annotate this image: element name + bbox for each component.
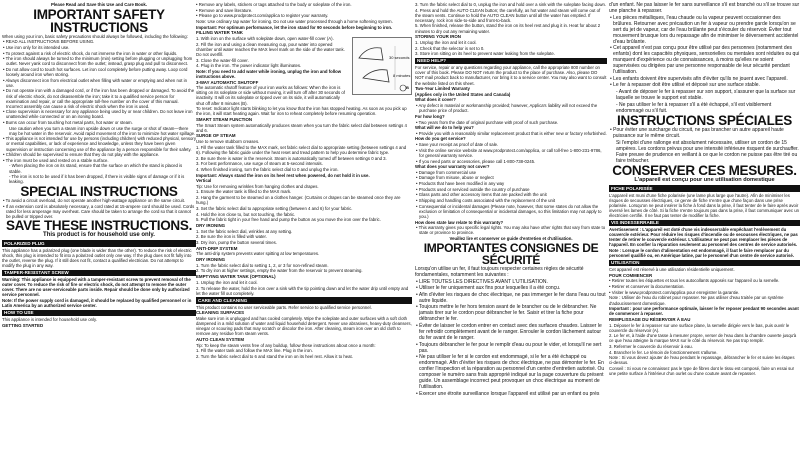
section-header: UTILISATION <box>609 260 800 266</box>
list-item: • Pour éviter une surcharge du circuit, ne pas brancher un autre appareil haute puissance sur le même circuit. <box>610 127 784 140</box>
list-item: • The iron should always be turned to the minimum (min) setting before plugging or unplugging from outlet. Never yank cord to disconnect from the outlet; instead, grasp plug and pull to disconnect. <box>3 56 193 67</box>
list-item: 1. Fill the water tank and follow the MAX line. Plug in the iron. <box>196 348 313 354</box>
list-item: 4. Press and hold the AUTO CLEAN button; the carefully, as hot water and steam will come out of the steam vents. Continue to hold the AUTO CLEAN button until all the water has emptied. If necessary, rock iron side-to-side and front-to-back. <box>415 7 601 23</box>
list-item: Si l'emploi d'une rallonge est absolument nécessaire, utiliser un cordon de 15 ampères. Les cordons prévus pour une intensité inférieure risquent de surchauffer. Faire preuve de prudence en veillant à ce que le cordon ne puisse pas être tiré ou faire trébucher. <box>616 139 799 164</box>
list-item: • Consequential or incidental damages (Please note, however, that some states do not allow the exclusion or limitation of consequential or incidental damages, so this limitation may not apply to you.) <box>416 203 602 219</box>
section-header: VIS INDESSERRABLE <box>609 220 800 226</box>
list-item: • Retirer et conserver la documentation. <box>609 284 685 290</box>
tamper-text: Warning: This appliance is equipped with a tamper-resistant screw to prevent removal of the outer cover. To reduce the risk of fire or electric shock, do not attempt to remove the outer cover. There are no user-serviceable parts inside. Repair should be done only by authorized service personnel. <box>2 277 191 298</box>
list-item: • Remove and save literature. <box>196 7 253 13</box>
list-item: 4. Brancher le fer. Le témoin de fonctionnement s'allume. <box>609 349 718 355</box>
list-item: • Save your receipt as proof of date of sale. <box>416 142 499 148</box>
french-intro: Lorsqu'on utilise un fer, il faut toujours respecter certaines règles de sécurité fondamentales, notamment les suivantes : <box>415 265 584 278</box>
safety-intro: When using your iron, basic safety precautions should always be followed, including the following: <box>2 33 188 39</box>
care-text: This product contains no user serviceable parts. Refer service to qualified service personnel. <box>196 304 372 310</box>
list-item: • Any defect in material or workmanship provided; however, Applica's liability will not exceed the purchase price of product. <box>416 103 598 114</box>
list-item: • Visiter le www.prodprotect.com/applica pour enregistrer la garantie. <box>609 289 740 295</box>
list-item: • This appliance is not intended for use by persons (including children) with reduced physical, sensory or mental capabilities, or lack of experience and knowledge, unless they have been given supervision or instruction concerning use of the appliance by a person responsible for their safety. <box>3 136 196 152</box>
french-polarized-text: L'appareil est muni d'une fiche polarisée (une lame plus large que l'autre). Afin de minimiser les risques de secousses électriques, ce genre de fiche n'entre que d'une façon dans une prise polarisée. Lorsqu'on ne peut insérer la fiche à fond dans la prise, il faut tenter de le faire après avoir inversé les lames de côté. Si la fiche n'entre toujours pas dans la prise, il faut communiquer avec un électricien certifié. Il ne faut pas tenter de modifier la fiche. <box>609 192 799 218</box>
list-item: 3. Set the fabric select dial to appropriate setting (between 4 and 6) for your fabric. <box>196 205 353 211</box>
warranty-question: For how long? <box>415 113 445 119</box>
list-item: - Avant de déposer le fer à repasser sur son support, s'assurer que la surface sur laquelle se trouve le support est stable. <box>616 88 796 101</box>
french-special-title: INSTRUCTIONS SPÉCIALES <box>617 113 792 129</box>
french-start-note: Note : Utiliser de l'eau du robinet pour repasser. Ne pas utiliser d'eau traitée par un système d'adoucissement domestique. <box>609 295 784 306</box>
section-header: FICHE POLARISÉE <box>609 185 800 191</box>
how-text: This appliance is intended for household use only. <box>2 316 97 322</box>
section-subheader: GETTING STARTED <box>2 322 44 328</box>
list-item: 2. Le fer et, à l'aide d'une tasse à mesurer propre, verser de l'eau dans la chambre ouverte jusqu'à ce que l'eau atteigne la marque MAX sur le côté du réservoir. Ne pas trop remplir. <box>609 333 797 344</box>
list-item: • Remove any labels, stickers or tags attached to the body or soleplate of the iron. <box>196 2 352 7</box>
list-item: • Afin d'éviter les risques de choc électrique, ne pas immerger le fer dans l'eau ou tout autre liquide. <box>416 291 606 304</box>
figure-label: 8 minutes <box>393 73 411 79</box>
list-item: 1. With iron on the surface with soleplate down, open water-fill cover (A). <box>196 36 334 42</box>
section-header: POLARIZED PLUG <box>2 240 196 246</box>
help-text: For service, repair or any questions regarding your appliance, call the appropriate 800 number on cover of this book. Please DO NOT return the product to the place of purchase. Also, please DO NOT mail product back to manufacturer, nor bring it to a service center. You may also want to consult the website listed on this sheet. <box>415 65 607 86</box>
list-item: • Close supervision is necessary for any appliance being used by or near children. Do not leave iron unattended while connected or on an ironing board. <box>3 109 193 120</box>
section-subheader: SURGE OF STEAM <box>196 133 236 139</box>
section-header: TAMPER-RESISTANT SCREW <box>2 270 196 276</box>
cleaning-text: Make sure iron is unplugged and has cooled completely. Wipe the soleplate and outer surfaces with a soft cloth dampened in a mild solution of water and liquid household detergent. Never use abrasives, heavy-duty cleansers, vinegar or scouring pads that may scratch or discolor the iron. After cleaning, steam iron over an old cloth to remove any residue from steam vents. <box>196 316 412 337</box>
french-tamper-note: Note : Lorsque le cordon d'alimentation est endommagé, il faut le faire remplacer par du personnel qualifié ou, en Amérique latine, par le personnel d'un centre de service autorisé. <box>609 247 794 258</box>
list-item: • If you need parts or accessories, please call 1-800-738-0245. <box>416 158 536 164</box>
list-item: • Please go to www.prodprotect.com/applica to register your warranty. <box>196 13 329 19</box>
french-fill-advice: Conseil : Si vous ne connaissez pas le type de fibres dont le tissu est composé, faire un essai sur une petite surface à l'intérieur d'un ourlet ou d'une couture avant de repasser. <box>609 366 795 377</box>
list-item: Use caution when you turn a steam iron upside down or use the surge or shot of steam—there may be hot water in the reservoir. Avoid rapid movement of the iron to minimize hot water spillage. <box>9 125 196 136</box>
list-item: • Use iron only for its intended use. <box>3 44 70 50</box>
list-item: • Le fer à repasser doit être utilisé et déposé sur une surface stable. <box>610 82 760 89</box>
section-header: NEED HELP? <box>415 58 607 64</box>
section-subheader: SMART STEAM FUNCTION <box>196 116 253 122</box>
list-item: • Damage from commercial use <box>416 169 477 175</box>
section-subheader: CLEANING SURFACES <box>196 310 245 316</box>
warranty-question: How do you get service? <box>415 136 466 142</box>
smart-text: The Smart Steam system automatically produces steam when you turn the fabric select dial between settings 4 and 6. <box>196 122 407 133</box>
start-note: Note: Use ordinary tap water for ironing. Do not use water processed through a home softening system. <box>196 18 393 24</box>
save-subtitle: This product is for household use only. <box>43 232 155 239</box>
column-french-instructions <box>609 2 800 470</box>
french-save-subtitle: L'appareil est conçu pour une utilisation domestique <box>634 177 775 184</box>
list-item: 4. Hold the iron close to, but not touching, the fabric. <box>196 211 296 217</box>
list-item: • To protect against a risk of electric shock, do not immerse the iron in water or other liquids. <box>3 50 178 56</box>
list-item: • Toujours débrancher le fer pour le remplir d'eau ou pour le vider, et lorsqu'il ne sert pas. <box>416 341 602 354</box>
list-item: • Les pièces métalliques, l'eau chaude ou la vapeur peuvent occasionner des brûlures. Retourner avec précaution un fer à vapeur ou prendre garde lorsqu'on se sert du jet de vapeur, car de l'eau brûlante peut s'écouler du réservoir. Éviter tout mouvement brusque lors du repassage afin de minimiser le déversement accidentel d'eau brûlante. <box>610 14 799 45</box>
list-item: • Shipping and handling costs associated with the replacement of the unit <box>416 198 556 204</box>
list-item: • Exercer une étroite surveillance lorsque l'appareil est utilisé par un enfant ou près <box>416 390 600 397</box>
list-item: d'un enfant. Ne pas laisser le fer sans surveillance s'il est branché ou s'il se trouve sur une planche à repasser. <box>609 2 800 14</box>
auto-reset: To reset: Indicator light starts blinking to let you know that the iron has stopped heating. As soon as you pick up the iron, it will start heating again. Wait for iron to reheat completely before resuming operation. <box>196 106 407 117</box>
column-english-warranty-french <box>415 2 607 470</box>
safety-title: IMPORTANT SAFETY INSTRUCTIONS <box>33 6 165 35</box>
list-item: • Two years from the date of original purchase with proof of such purchase. <box>416 119 559 125</box>
section-header: CARE AND CLEANING <box>196 297 412 303</box>
list-item: • Ne pas utiliser le fer si le cordon est endommagé, si le fer a été échappé ou endommagé. Afin d'éviter les risques de choc électrique, ne pas démonter le fer. En confier l'inspection et la réparation au personnel d'un centre d'entretien autorisé. Ou composer le numéro sans frais approprié indiqué sur la page couverture du présent guide. Un assemblage incorrect peut provoquer un choc électrique au moment de l'utilisation. <box>416 354 605 391</box>
antidrip-text: The anti-drip system prevents water spitting at low temperatures. <box>196 251 320 257</box>
french-start-important: Important : pour une performance optimale, laisser le fer reposer pendant 90 secondes avant de commencer à repasser. <box>609 306 799 317</box>
warranty-question: What does it cover? <box>415 97 456 103</box>
list-item: 3. Dry iron, pump the button several times. <box>196 239 277 245</box>
section-subheader: POUR COMMENCER <box>609 272 653 278</box>
section-subheader: DRY IRONING <box>196 222 226 228</box>
list-item: • To avoid a circuit overload, do not operate another high-wattage appliance on the same circuit. <box>3 197 186 203</box>
section-header: HOW TO USE <box>2 310 196 316</box>
list-item: • The iron must be used and rested on a stable surface. <box>3 157 109 163</box>
warranty-question: What will we do to help you? <box>415 125 474 131</box>
list-item: 3. Store iron sitting on its heel to prevent water leaking from the soleplate. <box>415 51 555 57</box>
tamper-note: Note: If the power supply cord is damaged, it should be replaced by qualified personnel or in Latin America by an authorized service center. <box>2 297 192 308</box>
list-item: 3. Turn the fabric select dial to 0, unplug the iron and hold over a sink with the soleplate facing down. <box>415 2 607 7</box>
list-item: 3. For best performance, use surge of steam at 5-second intervals. <box>196 161 323 167</box>
list-item: • Products that have been modified in any way <box>416 181 505 187</box>
safety-bullets <box>2 39 196 184</box>
list-item: 2. Fill the iron and using a clean measuring cup, pour water into opened chamber until water reaches the MAX level mark on the side of the water tank. Do not overfill. <box>196 41 345 57</box>
list-item: • Provide you with a reasonably similar replacement product that is either new or factory refurbished. <box>416 130 607 136</box>
warranty-title: Two-Year Limited Warranty <box>415 86 470 92</box>
column-english-use <box>196 2 412 470</box>
list-item: • Cet appareil n'est pas conçu pour être utilisé par des personnes (notamment des enfants) dont les capacités physiques, sensorielles ou mentales sont réduites ou qui manquent d'expérience ou de connaissances, à moins qu'elles ne soient supervisées ou dirigées par une personne responsable de leur sécurité pendant l'utilisation. <box>610 45 800 76</box>
top-notice: Please Read and Save this Use and Care Book. <box>50 2 147 7</box>
section-subheader: STORING YOUR IRON <box>415 34 461 40</box>
shutoff-illustration <box>352 37 412 95</box>
french-fill-note: Note : Si vous devez ajouter de l'eau pendant le repassage, débrancher le fer et suivre les étapes ci-dessus. <box>609 355 795 366</box>
autoclean-text: Tip: To keep the steam vents free of any buildup, follow these instructions about once a month: <box>196 342 376 348</box>
french-use-text: Cet appareil est réservé à une utilisation résidentielle uniquement. <box>609 267 735 273</box>
list-item: 5. Pull the fabric tight in your free hand and pump the button as you move the iron over the fabric. <box>196 217 381 223</box>
polarized-text: This appliance has a polarized plug (one blade is wider than the other). To reduce the risk of electric shock, this plug is intended to fit into a polarized outlet only one way. If the plug does not fit fully into the outlet, reverse the plug. If it still does not fit, contact a qualified electrician. Do not attempt to modify the plug in any way. <box>2 247 192 268</box>
list-item: • Damage from misuse, abuse or neglect <box>416 175 494 181</box>
section-subheader: ANTI-DRIP SYSTEM <box>196 245 238 251</box>
special-title: SPECIAL INSTRUCTIONS <box>20 183 178 199</box>
list-item: 2. Check that the selector is set to 0. <box>415 45 485 51</box>
list-item: • This warranty gives you specific legal rights. You may also have other rights that vary from state to state or province to province. <box>416 225 606 236</box>
surge-important: Important: Always stand the iron on its heel rest when powered, do not hold it in use. <box>196 172 370 178</box>
list-item: • Do not allow cord to touch hot surfaces. Let iron cool completely before putting away. Loop cord loosely around iron when storing. <box>3 67 188 78</box>
list-item: • Always disconnect iron from electrical outlet when filling with water or emptying and when not in use. <box>3 77 187 88</box>
section-subheader: EMPTYING WATER TANK (OPTIONAL) <box>196 274 276 280</box>
french-tamper-text: Avertissement : L'appareil est doté d'une vis indesserrable empêchant l'enlèvement du couvercle extérieur. Pour réduire les risques d'incendie ou de secousses électriques, ne pas tenter de retirer le couvercle extérieur. L'utilisateur ne peut pas remplacer les pièces de l'appareil. En confier la réparation seulement au personnel des centres de service autorisés. <box>609 227 798 248</box>
list-item: • Utiliser le fer uniquement aux fins pour lesquelles il a été conçu. <box>416 285 561 292</box>
list-item: • Burns can occur from touching hot metal parts, hot water or steam. <box>3 120 133 125</box>
list-item: 2. Be sure the iron is filled with water. <box>196 234 267 240</box>
section-subheader: AUTO CLEAN SYSTEM <box>196 336 244 342</box>
list-item: Tip: Use for removing wrinkles from hanging clothes and drapes. <box>196 183 319 189</box>
auto-text: The automatic shutoff feature of your iron works as follows: When the iron is sitting on its soleplate or side without moving, it will turn off after 30 seconds of inactivity. It will on its soleplate or tipped over on its side, it will automatically shut off after 8 minutes (B). <box>196 85 345 106</box>
warranty-question: What does your warranty not cover? <box>415 164 490 170</box>
list-item: 4. Plug in the iron. The power indicator light illuminates. <box>196 63 302 69</box>
list-item: • Toujours mettre le fer hors tension avant de le brancher ou de le débrancher. Ne jamais tirer sur le cordon pour débrancher le fer. Saisir et tirer la fiche pour débrancher le fer. <box>416 304 597 323</box>
list-item: 2. To dry iron at higher settings, empty the water from the reservoir to prevent steaming. <box>196 268 363 274</box>
list-item: 2. Be sure there is water in the reservoir. Steam is automatically turned off between settings 0 and 3. <box>196 155 387 161</box>
list-item: - The iron is not to be used if it has been dropped, if there is visible signs of damage or if it is leaking. <box>9 174 185 185</box>
list-item: 5. When finished, release the button, stand the iron on its heel rest and plug it in. Heat for about 2 minutes to dry out any remaining water. <box>415 23 601 34</box>
list-item: 1. Fill the water tank filled to the MAX mark, set fabric select dial to appropriate setting (between settings 4 and 6). Following the fabric guide under the heat reset and tread pattern to help you determine fabric type. <box>196 144 407 155</box>
list-item: 1. Déposer le fer à repasser sur une surface plane, la semelle dirigée vers le bas, puis ouvrir le couvercle du réservoir (A). <box>609 322 790 333</box>
french-safety-title: IMPORTANTES CONSIGNES DE SÉCURITÉ <box>423 240 599 267</box>
figure-label: B <box>406 85 409 91</box>
list-item: Use to remove stubborn creases. <box>196 139 260 145</box>
list-item: • Do not operate iron with a damaged cord, or if the iron has been dropped or damaged. To avoid the risk of electric shock, do not disassemble the iron; take it to a qualified service person for examination and repair, or call the appropriate toll-free number on the cover of this manual. Incorrect assembly can cause a risk of electric shock when the iron is used. <box>3 88 195 109</box>
list-item: 1. Turn the fabric select dial to setting 1, 2, or 3 for non-refined steam. <box>196 262 329 268</box>
list-item: • Children should be supervised to ensure that they do not play with the appliance. <box>3 152 160 158</box>
column-english-safety <box>2 2 196 470</box>
list-item: - When placing the iron on its stand, ensure that the surface on which the stand is placed is stable. <box>9 163 183 174</box>
list-item: 3. Refermer le couvercle du réservoir à eau. <box>609 344 693 350</box>
list-item: • Visit the online service website at www.prodprotect.com/applica, or call toll-free 1-800-231-9786, for general warranty service. <box>416 147 602 158</box>
french-lead: Veuillez lire et conserver ce guide d'entretien et d'utilisation. <box>449 236 573 242</box>
list-item: • Retirer toutes les étiquettes et tous les autocollants apposés sur l'appareil ou la semelle. <box>609 278 780 284</box>
list-item: 4. When finished ironing, turn the fabric select dial to 0 and unplug the iron. <box>196 166 339 172</box>
save-title: SAVE THESE INSTRUCTIONS. <box>5 218 193 234</box>
list-item: 1. Unplug the iron and let it cool. <box>415 39 477 45</box>
figure-label: 30 seconds <box>389 55 410 61</box>
list-item: 2. To release the water, hold the iron over a sink with the tip pointing down and let the water drip until empty and let the water fill out completely. <box>196 285 409 296</box>
list-item: • Products used or serviced outside the country of purchase <box>416 186 530 192</box>
list-item: • If an extension cord is absolutely necessary, a cord rated at 15-ampere cord should be used. Cords rated for less amperage may overheat. Care should be taken to arrange the cord so that it cannot be pulled or tripped over. <box>3 203 195 219</box>
list-item: - Ne pas utiliser le fer à repasser s'il a été échappé, s'il est visiblement endommagé ou s'il fuit. <box>616 101 772 114</box>
section-subheader: Vertical <box>196 178 212 184</box>
warranty-subtitle: (Applies only in the United States and Canada) <box>415 91 511 97</box>
list-item: 2. Hang the garment to be steamed on a clothes hanger. (Curtains or drapes can be steamed once they are hung.) <box>196 195 401 206</box>
list-item: • Glass parts and other accessory items that are packed with the unit <box>416 192 547 198</box>
list-item: 3. Close the water-fill cover. <box>196 57 249 63</box>
list-item: 1. Unplug the iron and let it cool. <box>196 279 258 285</box>
warranty-question: How does state law relate to this warranty? <box>415 219 504 225</box>
list-item: • Les enfants doivent être supervisés afin d'éviter qu'ils ne jouent avec l'appareil. <box>610 75 788 82</box>
list-item: 1. Ensure the water tank is filled to the MAX mark. <box>196 189 292 195</box>
list-item: • READ ALL INSTRUCTIONS BEFORE USING. <box>3 39 95 45</box>
list-item: 1. Set the fabric select dial, wrinkles at any setting. <box>196 228 293 234</box>
section-subheader: FILLING WATER TANK <box>196 30 243 36</box>
section-subheader: 3-WAY AUTOMATIC SHUTOFF <box>196 79 259 85</box>
iron-figure-icon <box>353 38 412 96</box>
french-save-title: CONSERVER CES MESURES. <box>612 163 797 179</box>
list-item: • LIRE TOUTES LES DIRECTIVES AVANT L'UTILISATION. <box>416 278 548 285</box>
fill-note: Note: If you need to add water while ironing, unplug the iron and follow instructions above. <box>196 68 342 79</box>
start-important: Important: For optimum performance, let the iron stand for 90 seconds before beginning to iron. <box>196 24 393 30</box>
section-subheader: DRY IRONING <box>196 257 226 262</box>
list-item: • Éviter de laisser le cordon entrer en contact avec des surfaces chaudes. Laisser le fer refroidir complètement avant de le ranger. Enrouler le cordon lâchement autour du fer avant de le ranger. <box>416 322 602 341</box>
list-item: 2. Turn the fabric select dial to 6 and stand the iron on its heel rest. Allow it to heat. <box>196 354 353 360</box>
section-subheader: REMPLISSAGE DU RÉSERVOIR À EAU <box>609 316 691 322</box>
